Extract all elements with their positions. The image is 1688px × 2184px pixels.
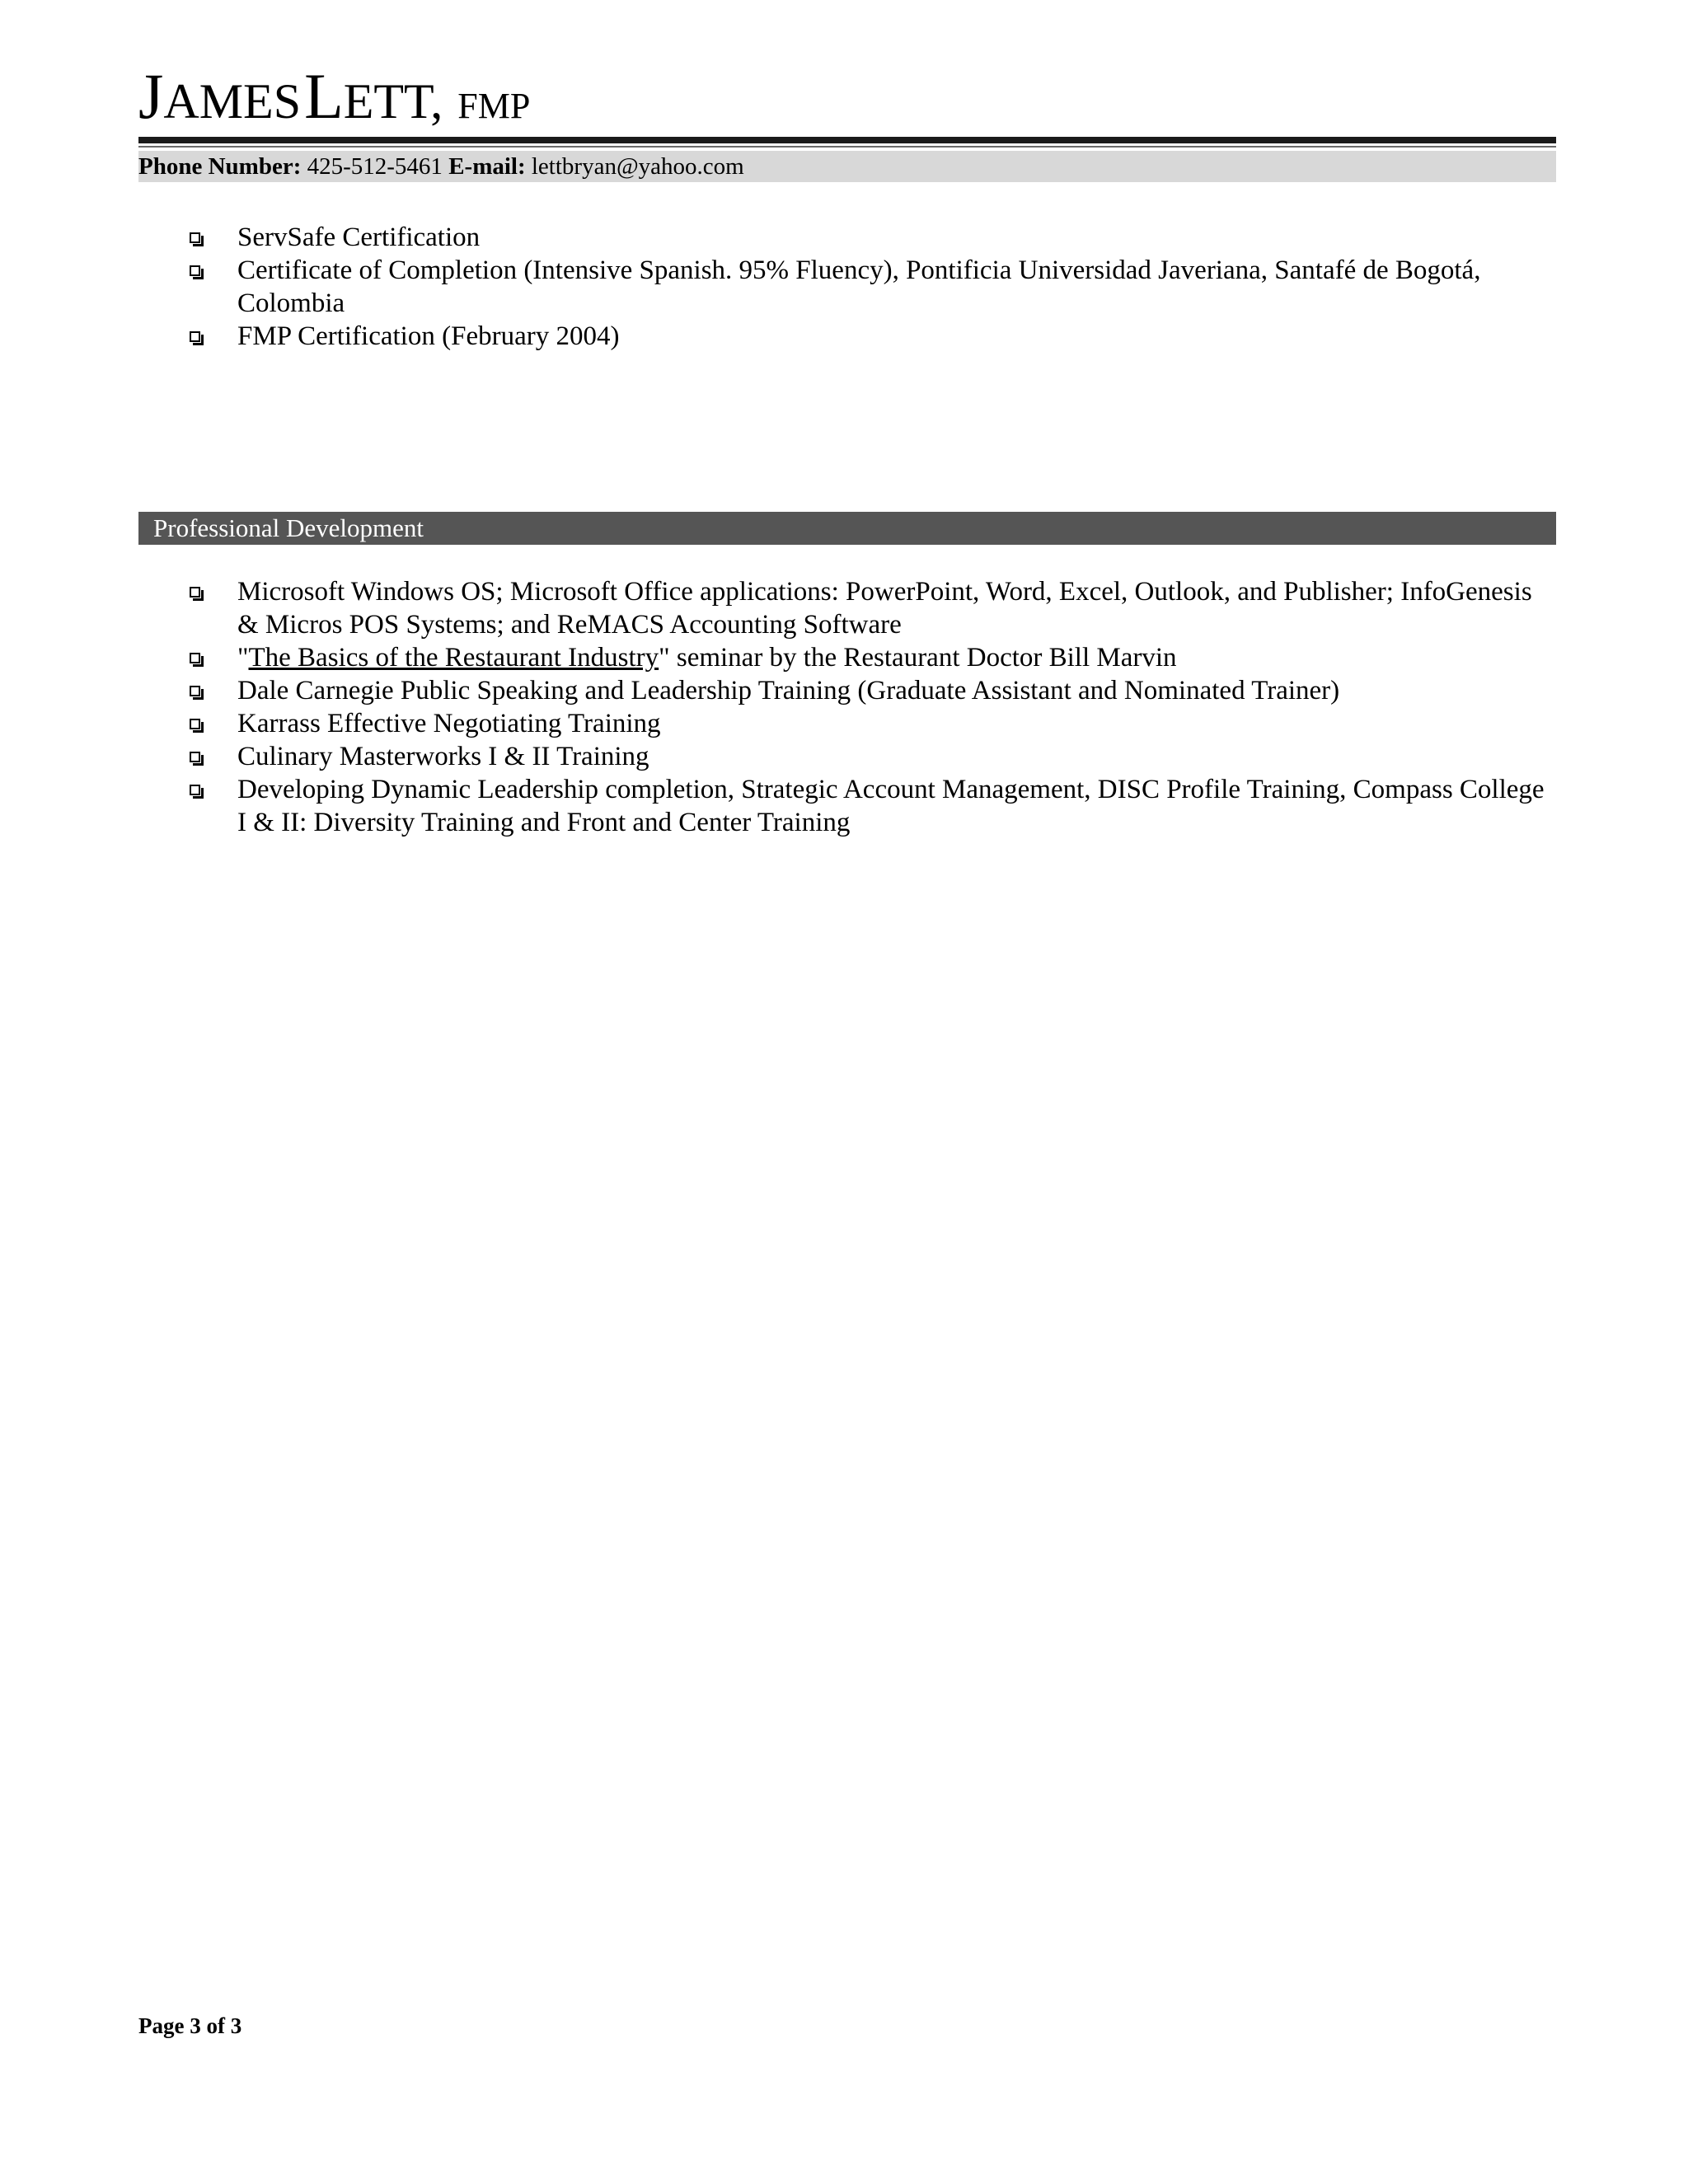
email-value: lettbryan@yahoo.com — [531, 153, 744, 180]
certification-text: FMP Certification (February 2004) — [237, 321, 620, 351]
list-item — [138, 254, 1556, 320]
development-text: Karrass Effective Negotiating Training — [237, 709, 661, 738]
section-header-professional-development: Professional Development — [138, 512, 1556, 545]
quote-open: " — [237, 643, 249, 673]
list-item — [138, 740, 1556, 773]
development-text: Culinary Masterworks I & II Training — [237, 742, 649, 771]
development-text: Microsoft Windows OS; Microsoft Office applications: PowerPoint, Word, Excel, Outlook, and Publisher; InfoGenesis & Micros POS Systems; and ReMACS Accounting Software — [237, 577, 1532, 640]
list-item — [138, 320, 1556, 353]
development-text: Dale Carnegie Public Speaking and Leadership Training (Graduate Assistant and Nominated Trainer) — [237, 676, 1340, 705]
checkbox-bullet-icon — [190, 752, 200, 762]
checkbox-bullet-icon — [190, 653, 200, 663]
development-text: Developing Dynamic Leadership completion, Strategic Account Management, DISC Profile Training, Compass College I & II: Diversity Training and Front and Center Training — [237, 775, 1545, 837]
name-last-initial: L — [304, 60, 344, 132]
checkbox-bullet-icon — [190, 331, 200, 342]
name-credentials: FMP — [457, 86, 531, 126]
seminar-description: " seminar by the Restaurant Doctor Bill Marvin — [659, 643, 1177, 673]
checkbox-bullet-icon — [190, 686, 200, 696]
list-item — [138, 674, 1556, 707]
checkbox-bullet-icon — [190, 785, 200, 795]
candidate-name — [138, 60, 1556, 138]
contact-bar — [138, 151, 1556, 182]
checkbox-bullet-icon — [190, 265, 200, 276]
certification-text: ServSafe Certification — [237, 223, 481, 252]
professional-development-list — [138, 575, 1556, 839]
list-item — [138, 221, 1556, 254]
header-rule-thick — [138, 137, 1556, 143]
checkbox-bullet-icon — [190, 232, 200, 243]
certifications-list — [138, 221, 1556, 353]
phone-label: Phone Number: — [138, 153, 302, 180]
email-label: E-mail: — [448, 153, 526, 180]
name-first-initial: J — [138, 60, 164, 132]
header-rule-thin — [138, 146, 1556, 148]
seminar-title-link[interactable]: The Basics of the Restaurant Industry — [248, 643, 659, 673]
list-item — [138, 773, 1556, 839]
checkbox-bullet-icon — [190, 719, 200, 729]
list-item — [138, 641, 1556, 674]
checkbox-bullet-icon — [190, 587, 200, 598]
name-first-rest: AMES — [163, 74, 302, 129]
phone-value: 425-512-5461 — [307, 153, 443, 180]
page-number: Page 3 of 3 — [138, 2013, 242, 2038]
certification-text: Certificate of Completion (Intensive Spanish. 95% Fluency), Pontificia Universidad Javeriana, Santafé de Bogotá, Colombia — [237, 255, 1481, 318]
name-last-rest: ETT, — [343, 74, 443, 129]
list-item — [138, 707, 1556, 740]
list-item — [138, 575, 1556, 641]
